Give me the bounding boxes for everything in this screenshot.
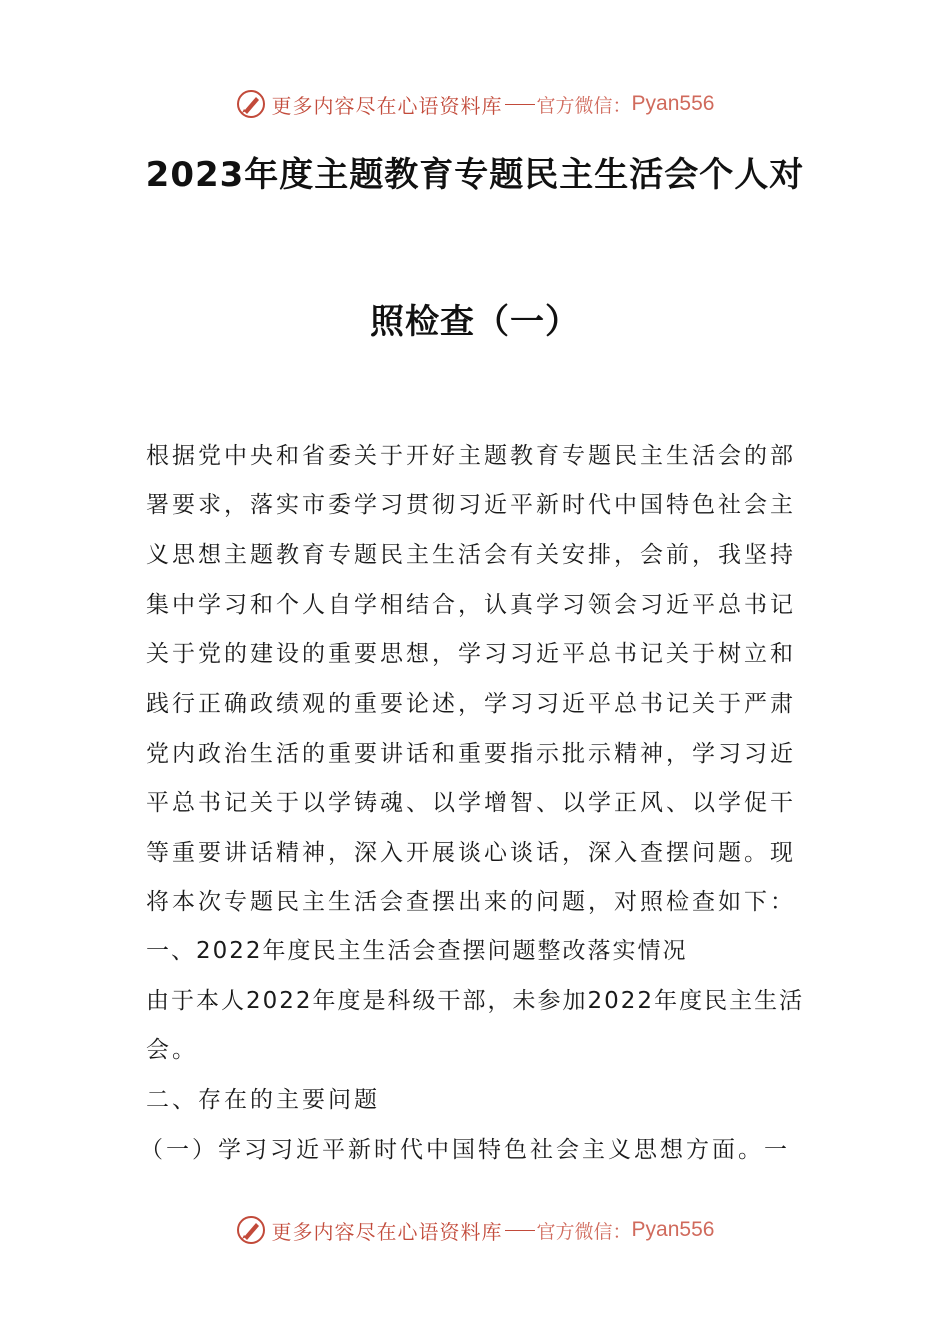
watermark-text: 更多内容尽在心语资料库 [271, 93, 503, 118]
paragraph-line: 党内政治生活的重要讲话和重要指示批示精神，学习习近 [146, 741, 796, 767]
watermark-label: 官方微信： [536, 94, 632, 117]
paragraph-line: 等重要讲话精神，深入开展谈心谈话，深入查摆问题。现 [146, 840, 796, 866]
section-heading-2: 二、存在的主要问题 [146, 1087, 380, 1113]
watermark-text: 更多内容尽在心语资料库 [271, 1219, 503, 1244]
watermark-id: Pyan556 [631, 92, 715, 115]
pen-logo-icon [236, 89, 266, 119]
paragraph-line: 平总书记关于以学铸魂、以学增智、以学正风、以学促干 [146, 790, 796, 816]
pen-logo-icon [236, 1215, 266, 1245]
paragraph-line: 义思想主题教育专题民主生活会有关安排，会前，我坚持 [146, 542, 796, 568]
watermark-label: 官方微信： [536, 1220, 632, 1243]
watermark-divider [505, 1230, 535, 1231]
document-title-line-2: 照检查（一） [370, 302, 580, 342]
watermark-top [0, 84, 950, 124]
section-heading-1: 一、2022年度民主生活会查摆问题整改落实情况 [146, 938, 688, 964]
watermark-bottom [0, 1210, 950, 1250]
paragraph-line: 署要求，落实市委学习贯彻习近平新时代中国特色社会主 [146, 492, 796, 518]
paragraph-line: 根据党中央和省委关于开好主题教育专题民主生活会的部 [146, 443, 796, 469]
paragraph-line: 践行正确政绩观的重要论述，学习习近平总书记关于严肃 [146, 691, 796, 717]
section-1-line-2: 会。 [146, 1037, 198, 1063]
watermark-id: Pyan556 [631, 1218, 715, 1241]
section-1-line-1: 由于本人2022年度是科级干部，未参加2022年度民主生活 [146, 988, 805, 1014]
paragraph-line: 关于党的建设的重要思想，学习习近平总书记关于树立和 [146, 641, 796, 667]
watermark-divider [505, 104, 535, 105]
section-2-line-1: （一）学习习近平新时代中国特色社会主义思想方面。一 [140, 1137, 790, 1163]
paragraph-line: 集中学习和个人自学相结合，认真学习领会习近平总书记 [146, 592, 796, 618]
paragraph-line: 将本次专题民主生活会查摆出来的问题，对照检查如下： [146, 889, 796, 915]
document-title-line-1: 2023年度主题教育专题民主生活会个人对 [145, 155, 805, 195]
